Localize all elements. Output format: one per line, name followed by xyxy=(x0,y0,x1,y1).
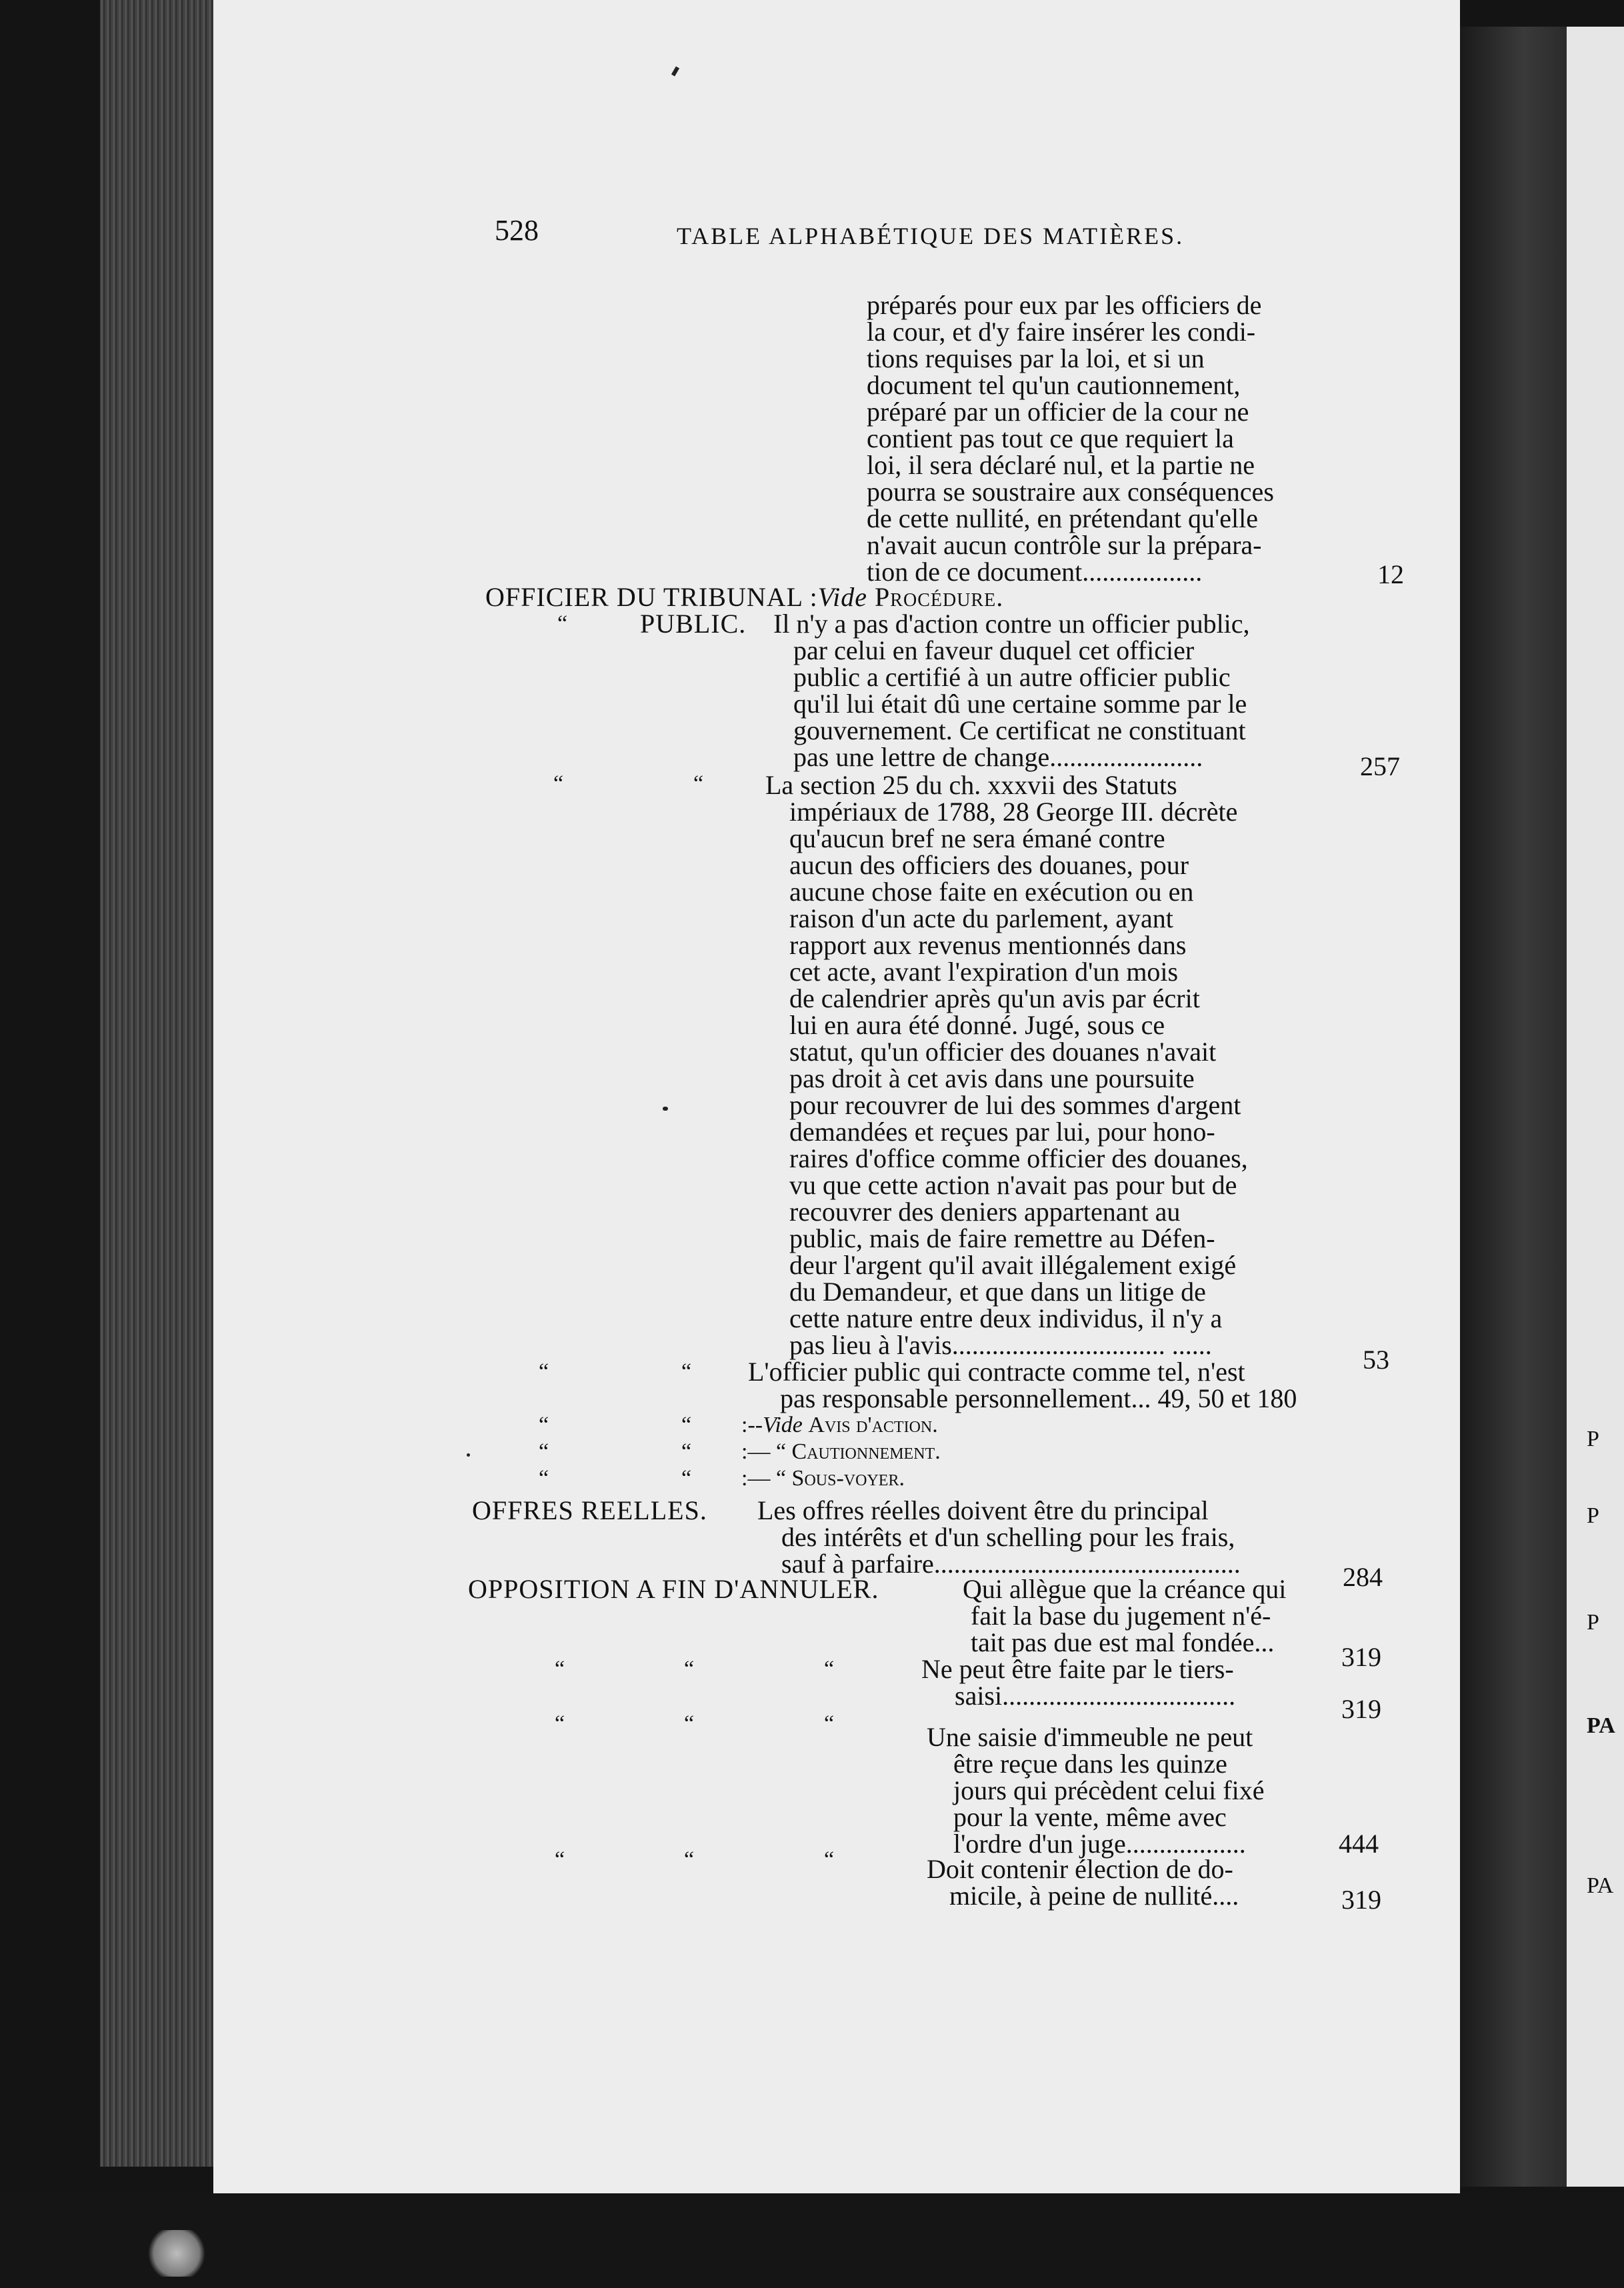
text-line: pas droit à cet avis dans une poursuite xyxy=(789,1063,1195,1093)
ditto-mark: “ xyxy=(681,1466,692,1491)
page-reference: 444 xyxy=(1339,1829,1379,1859)
text-line: recouvrer des deniers appartenant au xyxy=(789,1197,1181,1227)
vide-reference xyxy=(741,1465,905,1492)
text-line: Une saisie d'immeuble ne peut xyxy=(927,1722,1253,1752)
ditto-mark: “ xyxy=(539,1439,549,1464)
ditto-mark: “ xyxy=(824,1847,835,1872)
text-line: tion de ce document.................. xyxy=(867,557,1203,587)
text-line: loi, il sera déclaré nul, et la partie ne xyxy=(867,450,1255,480)
text-line: tions requises par la loi, et si un xyxy=(867,343,1205,373)
text-line: cette nature entre deux individus, il n'y a xyxy=(789,1303,1223,1333)
page-gutter-shadow xyxy=(1460,27,1567,2187)
text-line: qu'il lui était dû une certaine somme par le xyxy=(793,689,1247,719)
text-line: document tel qu'un cautionnement, xyxy=(867,370,1241,400)
text-line: pour la vente, même avec xyxy=(953,1802,1227,1832)
page-reference: 319 xyxy=(1341,1642,1381,1672)
text-line: jours qui précèdent celui fixé xyxy=(953,1775,1265,1805)
page-reference: 257 xyxy=(1360,751,1400,781)
adjacent-page-fragment: PA xyxy=(1587,1873,1614,1898)
ref-prefix: :— “ xyxy=(741,1439,787,1464)
cross-reference: Avis d'action. xyxy=(808,1413,938,1437)
page-number: 528 xyxy=(495,214,539,247)
page-reference: 12 xyxy=(1377,559,1404,589)
entry-heading: OFFRES REELLES. xyxy=(472,1495,707,1525)
text-line: raison d'un acte du parlement, ayant xyxy=(789,903,1173,933)
ditto-mark: “ xyxy=(539,1413,549,1437)
ditto-mark: “ xyxy=(553,771,564,796)
ditto-mark: “ xyxy=(681,1359,692,1384)
ref-prefix: :— “ xyxy=(741,1466,787,1491)
ditto-mark: “ xyxy=(555,1711,565,1736)
ditto-mark: “ xyxy=(555,1657,565,1681)
text-line: pas une lettre de change....................... xyxy=(793,742,1203,772)
ditto-mark: “ xyxy=(824,1711,835,1736)
text-line: Qui allègue que la créance qui xyxy=(963,1574,1287,1604)
cross-reference: Cautionnement. xyxy=(791,1439,941,1464)
ditto-mark: “ xyxy=(684,1657,695,1681)
text-line: micile, à peine de nullité.... xyxy=(949,1881,1239,1911)
text-line: pas lieu à l'avis................................ ...... xyxy=(789,1330,1212,1360)
text-line: aucun des officiers des douanes, pour xyxy=(789,850,1189,880)
text-line: gouvernement. Ce certificat ne constituant xyxy=(793,715,1246,745)
cross-reference: Procédure. xyxy=(875,582,1004,612)
page-reference: 319 xyxy=(1341,1885,1381,1915)
ditto-mark: “ xyxy=(557,611,568,636)
text-line: de calendrier après qu'un avis par écrit xyxy=(789,983,1200,1013)
text-line: Il n'y a pas d'action contre un officier public, xyxy=(773,609,1250,639)
text-line: impériaux de 1788, 28 George III. décrète xyxy=(789,797,1238,827)
vide-reference xyxy=(741,1439,941,1465)
text-line: être reçue dans les quinze xyxy=(953,1749,1227,1779)
ditto-mark: “ xyxy=(693,771,704,796)
book-spine xyxy=(100,0,213,2167)
text-line: de cette nullité, en prétendant qu'elle xyxy=(867,503,1258,533)
page-title: TABLE ALPHABÉTIQUE DES MATIÈRES. xyxy=(677,223,1185,249)
ink-mark xyxy=(663,1107,668,1111)
text-line: tait pas due est mal fondée... xyxy=(971,1627,1275,1657)
text-line: n'avait aucun contrôle sur la prépara- xyxy=(867,530,1262,560)
text-line: du Demandeur, et que dans un litige de xyxy=(789,1277,1206,1307)
text-line: préparé par un officier de la cour ne xyxy=(867,397,1249,427)
text-line: lui en aura été donné. Jugé, sous ce xyxy=(789,1010,1165,1040)
text-line: aucune chose faite en exécution ou en xyxy=(789,877,1194,907)
vide-reference xyxy=(741,1412,938,1439)
ditto-mark: “ xyxy=(684,1847,695,1872)
entry-heading xyxy=(485,584,1003,611)
heading-text: OFFICIER DU TRIBUNAL : xyxy=(485,582,818,612)
ink-mark xyxy=(467,1453,470,1457)
text-line: L'officier public qui contracte comme tel, n'est xyxy=(748,1357,1245,1387)
vide-label: Vide xyxy=(817,582,868,612)
adjacent-page-fragment: P xyxy=(1587,1503,1599,1528)
text-line: pour recouvrer de lui des sommes d'argent xyxy=(789,1090,1241,1120)
text-line: fait la base du jugement n'é- xyxy=(971,1601,1271,1631)
text-line: préparés pour eux par les officiers de xyxy=(867,290,1262,320)
entry-heading: OPPOSITION A FIN D'ANNULER. xyxy=(468,1574,879,1604)
ditto-mark: “ xyxy=(539,1466,549,1491)
text-line: par celui en faveur duquel cet officier xyxy=(793,635,1195,665)
cross-reference: Sous-voyer. xyxy=(791,1466,905,1491)
text-line: raires d'office comme officier des douanes, xyxy=(789,1143,1248,1173)
text-line: Doit contenir élection de do- xyxy=(927,1854,1233,1884)
text-line: statut, qu'un officier des douanes n'avait xyxy=(789,1037,1217,1067)
ditto-mark: “ xyxy=(684,1711,695,1736)
adjacent-page-fragment: P xyxy=(1587,1610,1599,1635)
corner-stain xyxy=(147,2230,207,2277)
text-line: saisi................................... xyxy=(955,1681,1236,1711)
text-line: rapport aux revenus mentionnés dans xyxy=(789,930,1187,960)
page-reference: 319 xyxy=(1341,1694,1381,1724)
text-line: La section 25 du ch. xxxvii des Statuts xyxy=(765,770,1177,800)
ditto-mark: “ xyxy=(681,1413,692,1437)
entry-heading: PUBLIC. xyxy=(640,609,747,639)
text-line: Ne peut être faite par le tiers- xyxy=(921,1654,1234,1684)
text-line: public a certifié à un autre officier public xyxy=(793,662,1231,692)
ref-prefix: :-- xyxy=(741,1413,763,1437)
ditto-mark: “ xyxy=(681,1439,692,1464)
text-line: vu que cette action n'avait pas pour but de xyxy=(789,1170,1237,1200)
text-line: pourra se soustraire aux conséquences xyxy=(867,477,1274,507)
page-reference: 284 xyxy=(1343,1562,1383,1592)
ditto-mark: “ xyxy=(539,1359,549,1384)
adjacent-page-fragment: PA xyxy=(1587,1713,1615,1738)
ditto-mark: “ xyxy=(555,1847,565,1872)
text-line: des intérêts et d'un schelling pour les frais, xyxy=(781,1522,1235,1552)
text-line: sauf à parfaire.............................................. xyxy=(781,1549,1241,1579)
text-line: contient pas tout ce que requiert la xyxy=(867,423,1234,453)
vide-label: Vide xyxy=(763,1413,803,1437)
text-line: la cour, et d'y faire insérer les condi- xyxy=(867,317,1256,347)
ditto-mark: “ xyxy=(824,1657,835,1681)
text-line: cet acte, avant l'expiration d'un mois xyxy=(789,957,1179,987)
text-line: demandées et reçues par lui, pour hono- xyxy=(789,1117,1215,1147)
text-line: Les offres réelles doivent être du principal xyxy=(757,1495,1209,1525)
text-line: deur l'argent qu'il avait illégalement exigé xyxy=(789,1250,1237,1280)
scan-border xyxy=(0,2193,1624,2288)
text-line: l'ordre d'un juge.................. xyxy=(953,1829,1246,1859)
text-line: public, mais de faire remettre au Défen- xyxy=(789,1223,1215,1253)
adjacent-page-edge xyxy=(1567,27,1624,2187)
page-reference: 53 xyxy=(1363,1345,1389,1375)
adjacent-page-fragment: P xyxy=(1587,1427,1599,1451)
text-line: qu'aucun bref ne sera émané contre xyxy=(789,823,1165,853)
text-line: pas responsable personnellement... 49, 50 et 180 xyxy=(780,1383,1297,1413)
